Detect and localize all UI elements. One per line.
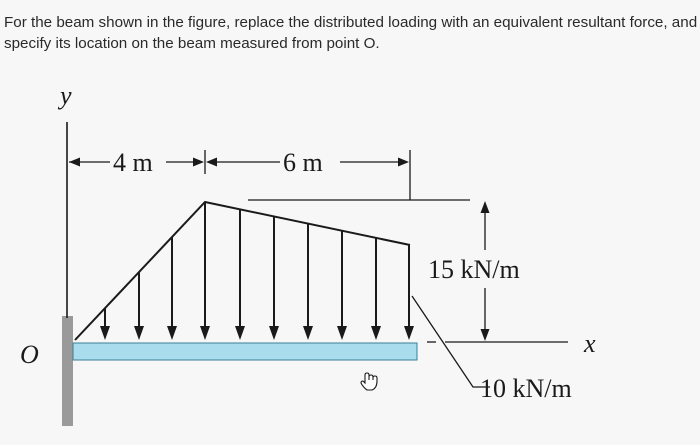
load-bottom-label: 10 kN/m [480, 374, 572, 403]
wall-support [62, 316, 73, 426]
hand-cursor-icon [361, 373, 377, 390]
load-arrowheads [100, 326, 414, 340]
load-outline [75, 202, 410, 340]
dimension-left-label: 4 m [113, 148, 153, 177]
load-top-label: 15 kN/m [428, 255, 520, 284]
problem-statement: For the beam shown in the figure, replace the distributed loading with an equivalent resultant force, and specify its location on the beam measured from point O. [4, 14, 698, 52]
dimension-right-label: 6 m [283, 148, 323, 177]
beam [73, 343, 417, 360]
x-axis-label: x [584, 329, 596, 358]
y-axis-label: y [60, 81, 72, 110]
origin-label: O [20, 340, 39, 369]
load-arrows [105, 203, 409, 327]
